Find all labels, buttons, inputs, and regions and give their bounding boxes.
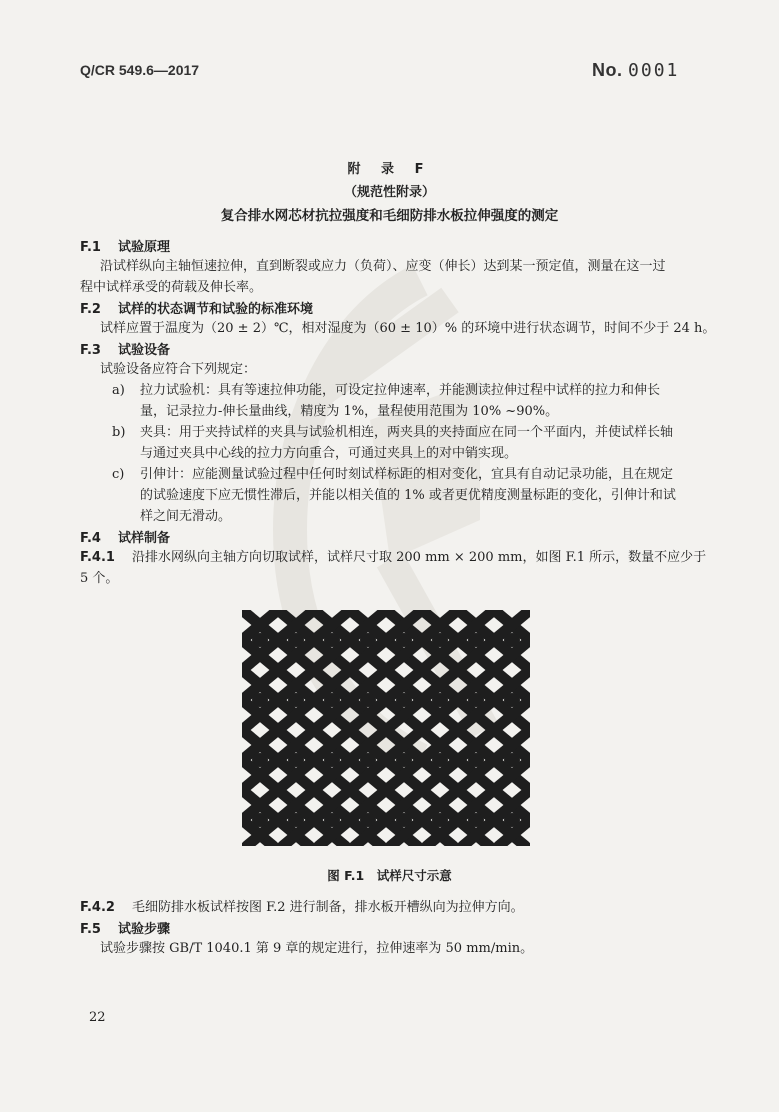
net-knot [414,663,430,677]
net-knot [504,693,520,707]
list-marker: b) [112,425,126,440]
net-knot [468,813,484,827]
paragraph-text: 毛细防排水板试样按图 F.2 进行制备，排水板开槽纵向为拉伸方向。 [132,900,524,915]
net-knot [342,663,358,677]
net-knot [252,813,268,827]
list-item-line: 的试验速度下应无惯性滞后，并能以相关值的 1% 或者更优精度测量标距的变化，引伸计和试 [140,488,676,503]
paragraph-line: 试样应置于温度为（20 ± 2）℃，相对湿度为（60 ± 10）% 的环境中进行状态调节，时间不少于 24 h。 [100,321,716,336]
net-knot [288,813,304,827]
net-knot [432,813,448,827]
net-knot [252,693,268,707]
net-knot [504,813,520,827]
paragraph-line: 沿试样纵向主轴恒速拉伸，直到断裂或应力（负荷）、应变（伸长）达到某一预定值，测量在这一过 [100,259,666,274]
net-knot [288,693,304,707]
net-knot [450,663,466,677]
list-marker: c) [112,467,125,482]
document-code: Q/CR 549.6—2017 [80,62,200,78]
paragraph-line: 5 个。 [80,571,119,586]
section-title: 试验步骤 [118,922,171,937]
net-knot [324,813,340,827]
net-knot [396,813,412,827]
net-knot [270,783,286,797]
serial-label: No. [592,60,623,80]
net-knot [342,723,358,737]
net-knot [504,753,520,767]
drainage-net-specimen-image [242,610,530,846]
list-item-line: 样之间无滑动。 [140,509,232,524]
net-knot [252,633,268,647]
section-heading-f1 [80,236,170,255]
section-title: 试验设备 [118,343,171,358]
list-item-line: 引伸计：应能测量试验过程中任何时刻试样标距的相对变化，宜具有自动记录功能，且在规定 [140,467,674,482]
serial-value: 0001 [628,60,680,81]
appendix-heading: 复合排水网芯材抗拉强度和毛细防排水板拉伸强度的测定 [220,208,559,224]
net-knot [450,783,466,797]
net-knot [360,753,376,767]
subsection-number: F.4.1 [80,550,115,565]
net-knot [468,633,484,647]
net-knot [360,693,376,707]
net-knot [414,723,430,737]
section-number: F.5 [80,922,101,937]
list-marker: a) [112,383,125,398]
paragraph-line: 试验设备应符合下列规定： [100,362,257,377]
net-knot [252,753,268,767]
net-knot [468,753,484,767]
section-number: F.1 [80,240,101,255]
subsection-number: F.4.2 [80,900,115,915]
net-knot [378,663,394,677]
net-knot [468,693,484,707]
list-item-line: 夹具：用于夹持试样的夹具与试验机相连，两夹具的夹持面应在同一个平面内，并使试样长轴 [140,425,674,440]
list-item-line: 与通过夹具中心线的拉力方向重合，可通过夹具上的对中销实现。 [140,446,518,461]
list-item-line: 拉力试验机：具有等速拉伸功能，可设定拉伸速率，并能测读拉伸过程中试样的拉力和伸长 [140,383,661,398]
net-knot [450,723,466,737]
paragraph-text: 沿排水网纵向主轴方向切取试样，试样尺寸取 200 mm × 200 mm，如图 F.1 所示，数量不应少于 [132,550,707,565]
net-knot [486,663,502,677]
net-knot [324,633,340,647]
net-knot [486,783,502,797]
section-heading-f5 [80,918,170,937]
net-knot [396,753,412,767]
net-knot [378,723,394,737]
paragraph-line [80,547,706,568]
net-knot [324,693,340,707]
section-number: F.2 [80,302,101,317]
section-heading-f4 [80,527,170,546]
net-knot [360,633,376,647]
section-title: 试验原理 [118,240,171,255]
net-knot [324,753,340,767]
net-knot [270,723,286,737]
net-knot [288,753,304,767]
net-knot [432,693,448,707]
net-knot [486,723,502,737]
section-number: F.4 [80,531,101,546]
net-knot [288,633,304,647]
paragraph-line: 程中试样承受的荷载及伸长率。 [80,280,263,295]
section-title: 试样制备 [118,531,171,546]
section-heading-f2 [80,298,313,317]
net-knot [360,813,376,827]
paragraph-line: 试验步骤按 GB/T 1040.1 第 9 章的规定进行，拉伸速率为 50 mm/min。 [100,941,534,956]
serial-number [592,60,679,81]
appendix-type: （规范性附录） [343,185,435,200]
page-number: 22 [89,1010,106,1025]
net-knot [414,783,430,797]
net-knot [306,783,322,797]
paragraph-line [80,897,524,918]
net-knot [396,693,412,707]
net-knot [378,783,394,797]
net-knot [432,753,448,767]
list-item-line: 量，记录拉力-伸长量曲线，精度为 1%，量程使用范围为 10% ~90%。 [140,404,559,419]
net-knot [306,723,322,737]
section-number: F.3 [80,343,101,358]
section-heading-f3 [80,339,170,358]
figure-caption: 图 F.1 试样尺寸示意 [327,868,452,883]
appendix-title: 附 录 F [347,162,432,177]
net-knot [342,783,358,797]
net-knot [306,663,322,677]
net-knot [270,663,286,677]
net-knot [504,633,520,647]
net-knot [432,633,448,647]
net-knot [396,633,412,647]
section-title: 试样的状态调节和试验的标准环境 [118,302,314,317]
